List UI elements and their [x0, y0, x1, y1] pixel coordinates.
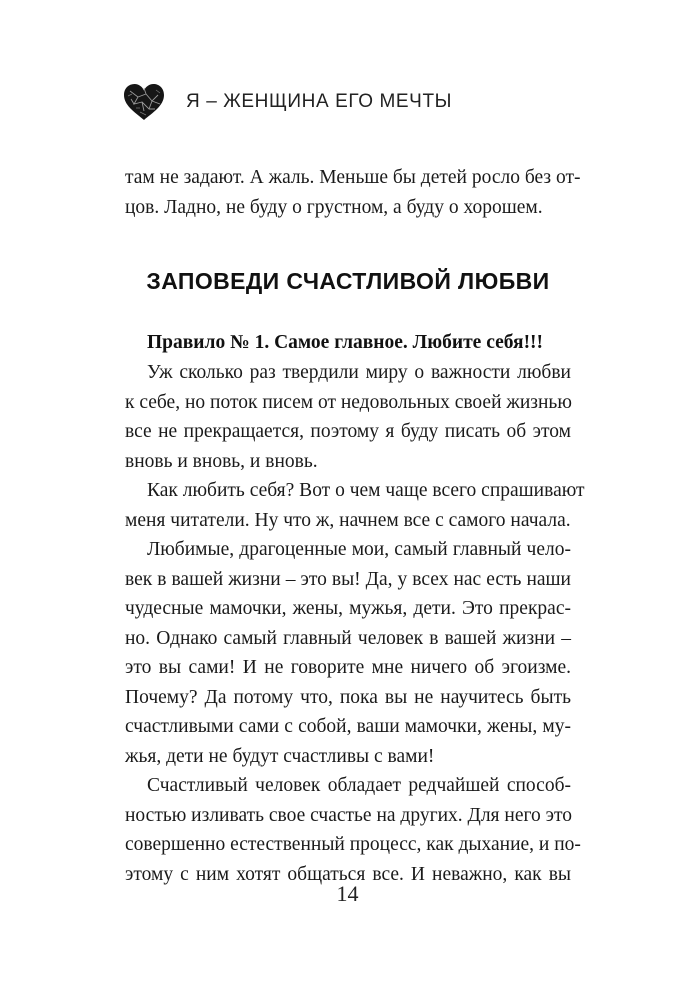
running-head	[122, 80, 452, 124]
text-line: меня читатели. Ну что ж, начнем все с самого начала.	[125, 509, 571, 531]
text-line: там не задают. А жаль. Меньше бы детей росло без от-	[125, 167, 581, 188]
text-line: счастливыми сами с собой, ваши мамочки, жены, му-	[125, 716, 571, 737]
text-line: Уж сколько раз твердили миру о важности любви	[147, 362, 571, 383]
text-line: Любимые, драгоценные мои, самый главный чело-	[147, 539, 571, 560]
text-line: все не прекращается, поэтому я буду писать об этом	[125, 421, 571, 442]
text-line: но. Однако самый главный человек в вашей жизни –	[125, 627, 571, 649]
text-line: чудесные мамочки, жены, мужья, дети. Это прекрас-	[125, 598, 571, 619]
text-line: к себе, но поток писем от недовольных своей жизнью	[125, 391, 572, 413]
rule-heading: Правило № 1. Самое главное. Любите себя!!!	[147, 332, 544, 353]
text-line: Счастливый человек обладает редчайшей способ-	[147, 775, 571, 796]
heart-icon	[122, 82, 166, 122]
text-line: этому с ним хотят общаться все. И неважно, как вы	[125, 863, 571, 885]
text-line: совершенно естественный процесс, как дыхание, и по-	[125, 834, 581, 855]
body-text	[125, 358, 585, 889]
intro-text	[125, 163, 581, 222]
text-line: вновь и вновь, и вновь.	[125, 450, 318, 472]
page-number: 14	[336, 881, 359, 906]
text-line: это вы сами! И не говорите мне ничего об эгоизме.	[125, 657, 571, 678]
section-title: ЗАПОВЕДИ СЧАСТЛИВОЙ ЛЮБВИ	[146, 268, 550, 294]
running-title: Я – ЖЕНЩИНА ЕГО МЕЧТЫ	[186, 91, 453, 112]
text-line: Почему? Да потому что, пока вы не научитесь быть	[125, 686, 571, 708]
text-line: век в вашей жизни – это вы! Да, у всех нас есть наши	[125, 568, 571, 590]
text-line: жья, дети не будут счастливы с вами!	[125, 745, 435, 767]
text-line: ностью изливать свое счастье на других. Для него это	[125, 804, 573, 826]
text-line: Как любить себя? Вот о чем чаще всего спрашивают	[147, 480, 585, 501]
text-line: цов. Ладно, не буду о грустном, а буду о хорошем.	[125, 196, 543, 218]
